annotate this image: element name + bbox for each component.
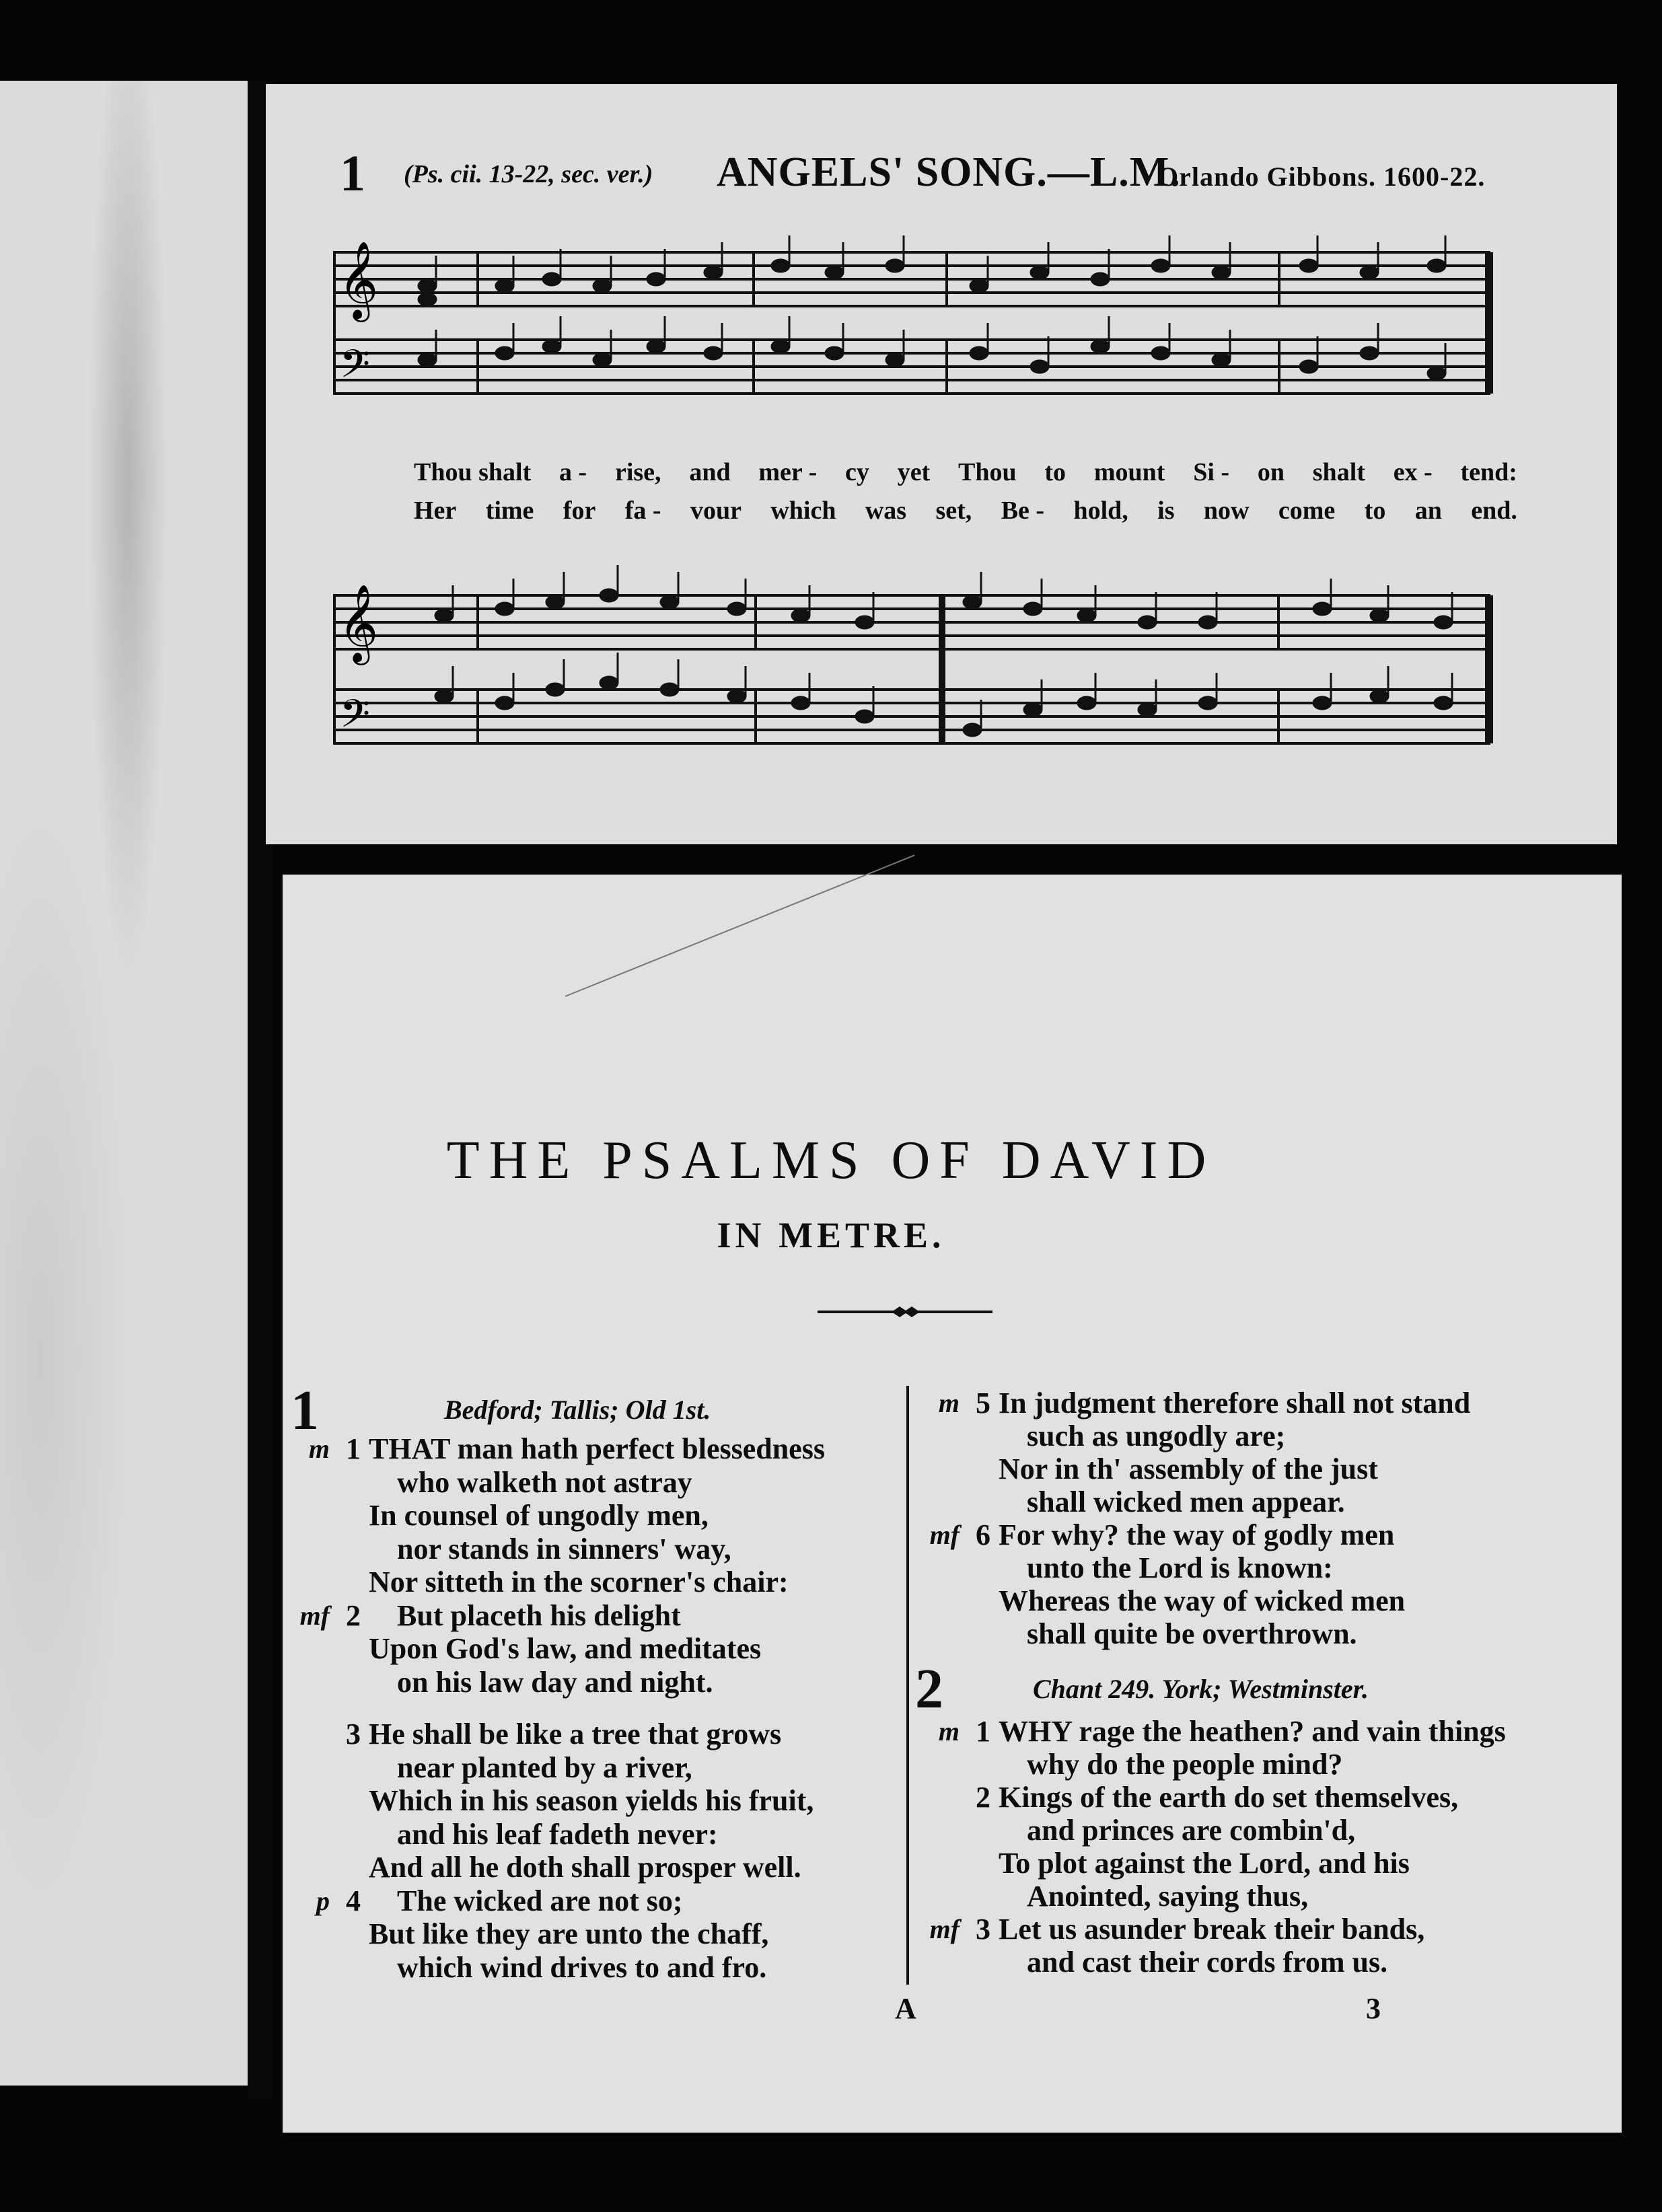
verse-text: In counsel of ungodly men, bbox=[369, 1499, 709, 1532]
paper-scratch bbox=[565, 854, 915, 997]
lyric-word: was bbox=[865, 496, 907, 525]
music-system-1 bbox=[333, 215, 1494, 404]
lyric-word: Thou bbox=[958, 458, 1017, 486]
verse-text: shall wicked men appear. bbox=[1027, 1485, 1345, 1518]
dynamic-mark: m bbox=[308, 1434, 330, 1464]
verse-text: shall quite be overthrown. bbox=[1027, 1617, 1357, 1650]
lyric-line-2 bbox=[414, 496, 1517, 525]
lyric-word: and bbox=[689, 458, 731, 486]
verse-text: In judgment therefore shall not stand bbox=[999, 1387, 1471, 1420]
lyric-word: a - bbox=[559, 458, 587, 486]
lyric-word: rise, bbox=[614, 458, 661, 486]
verse-text: and his leaf fadeth never: bbox=[397, 1817, 718, 1851]
verse-text: Whereas the way of wicked men bbox=[999, 1584, 1406, 1617]
verse-text: such as ungodly are; bbox=[1027, 1420, 1286, 1452]
lyric-word: yet bbox=[897, 458, 931, 486]
lyric-line-1 bbox=[414, 457, 1517, 487]
lyric-word: tend: bbox=[1460, 458, 1517, 486]
barlines-1 bbox=[334, 252, 1489, 394]
signature-mark: A bbox=[895, 1992, 916, 2025]
verse-text: Nor in th' assembly of the just bbox=[999, 1452, 1378, 1485]
verse-text: Kings of the earth do set themselves, bbox=[999, 1781, 1459, 1814]
verse-text: To plot against the Lord, and his bbox=[999, 1847, 1410, 1880]
dynamic-mark: mf bbox=[929, 1520, 960, 1550]
lyric-word: end. bbox=[1471, 496, 1517, 525]
lyric-word: shalt bbox=[1312, 458, 1365, 486]
verse-text: on his law day and night. bbox=[397, 1665, 713, 1699]
lyric-word: Si - bbox=[1193, 458, 1230, 486]
verse-number: 5 bbox=[976, 1387, 990, 1420]
verse-text: The wicked are not so; bbox=[397, 1884, 683, 1917]
verse-text: He shall be like a tree that grows bbox=[369, 1718, 782, 1750]
verse-text: which wind drives to and fro. bbox=[397, 1950, 767, 1984]
lyric-word: vour bbox=[690, 496, 742, 525]
stems-2 bbox=[453, 565, 1452, 730]
lyric-word: Be - bbox=[1001, 496, 1045, 525]
notes-1 bbox=[419, 260, 1445, 379]
verse-text: Let us asunder break their bands, bbox=[999, 1913, 1425, 1946]
dynamic-mark: m bbox=[938, 1388, 960, 1418]
psalm-2-tunes: Chant 249. York; Westminster. bbox=[1033, 1674, 1369, 1704]
bass-clef-icon: 𝄢 bbox=[340, 341, 371, 396]
page-subtitle: IN METRE. bbox=[717, 1215, 945, 1255]
lyric-word: mer - bbox=[758, 458, 818, 486]
lyric-word: come bbox=[1278, 496, 1336, 525]
psalm-1-number: 1 bbox=[291, 1379, 319, 1442]
lyric-word: time bbox=[485, 496, 534, 525]
tune-number: 1 bbox=[340, 145, 365, 202]
verse-number: 4 bbox=[346, 1884, 361, 1917]
verse-text: who walketh not astray bbox=[397, 1465, 692, 1499]
music-system-2 bbox=[333, 558, 1494, 753]
barlines-2 bbox=[334, 595, 1489, 743]
lyric-word: set, bbox=[935, 496, 972, 525]
verse-text: THAT man hath perfect blessedness bbox=[369, 1432, 825, 1465]
verse-text: near planted by a river, bbox=[397, 1750, 692, 1784]
verse-text: Anointed, saying thus, bbox=[1027, 1880, 1309, 1913]
verse-text: nor stands in sinners' way, bbox=[397, 1532, 731, 1565]
verse-text: and cast their cords from us. bbox=[1027, 1946, 1388, 1979]
bass-clef-icon: 𝄢 bbox=[340, 691, 371, 746]
column-divider bbox=[906, 1386, 909, 1985]
verse-text: WHY rage the heathen? and vain things bbox=[999, 1715, 1506, 1748]
tune-psalm-reference: (Ps. cii. 13-22, sec. ver.) bbox=[404, 160, 653, 188]
verse-text: For why? the way of godly men bbox=[999, 1518, 1395, 1551]
verse-number: 2 bbox=[346, 1598, 361, 1632]
verse-text: Which in his season yields his fruit, bbox=[369, 1784, 814, 1817]
verse-text: unto the Lord is known: bbox=[1027, 1551, 1333, 1584]
dynamic-mark: m bbox=[938, 1716, 960, 1746]
verse-text: But like they are unto the chaff, bbox=[369, 1917, 769, 1950]
lyric-word: an bbox=[1414, 496, 1442, 525]
lyric-word: now bbox=[1203, 496, 1250, 525]
verse-text: But placeth his delight bbox=[397, 1598, 681, 1632]
lyric-word: mount bbox=[1093, 458, 1165, 486]
dynamic-mark: mf bbox=[929, 1914, 960, 1944]
lyric-word: to bbox=[1044, 458, 1067, 486]
tune-header bbox=[266, 145, 1617, 219]
lyric-word: on bbox=[1257, 458, 1285, 486]
treble-clef-icon: 𝄞 bbox=[338, 583, 379, 662]
verse-text: And all he doth shall prosper well. bbox=[369, 1851, 801, 1884]
lyric-word: cy bbox=[845, 458, 869, 486]
lyric-word: for bbox=[563, 496, 596, 525]
page-title: THE PSALMS OF DAVID bbox=[446, 1131, 1216, 1190]
dynamic-mark: p bbox=[316, 1885, 330, 1916]
verse-number: 3 bbox=[976, 1913, 990, 1946]
lyric-word: is bbox=[1157, 496, 1175, 525]
verse-text: Upon God's law, and meditates bbox=[369, 1632, 762, 1665]
verse-text: Nor sitteth in the scorner's chair: bbox=[369, 1565, 789, 1598]
psalm-1-tunes: Bedford; Tallis; Old 1st. bbox=[444, 1395, 711, 1425]
page-number: 3 bbox=[1366, 1992, 1381, 2025]
verse-number: 1 bbox=[976, 1715, 990, 1748]
ornament-rule-icon bbox=[818, 1305, 992, 1319]
lyric-word: to bbox=[1364, 496, 1386, 525]
lyric-word: hold, bbox=[1073, 496, 1128, 525]
verse-text: and princes are combin'd, bbox=[1027, 1814, 1356, 1847]
lyric-word: which bbox=[770, 496, 836, 525]
psalm-2-number: 2 bbox=[915, 1658, 943, 1720]
lyric-word: fa - bbox=[624, 496, 661, 525]
lyric-word: ex - bbox=[1393, 458, 1433, 486]
tune-title: ANGELS' SONG.—L.M. bbox=[717, 149, 1181, 195]
lyric-word: Thou shalt bbox=[414, 458, 532, 486]
facing-page-edge bbox=[0, 81, 248, 2086]
tune-composer: Orlando Gibbons. 1600-22. bbox=[1157, 161, 1486, 192]
dynamic-mark: mf bbox=[299, 1600, 330, 1631]
verse-number: 6 bbox=[976, 1518, 990, 1551]
verse-number: 3 bbox=[346, 1718, 361, 1750]
verse-text: why do the people mind? bbox=[1027, 1748, 1343, 1781]
lyric-word: Her bbox=[414, 496, 457, 525]
tune-page bbox=[266, 84, 1617, 844]
treble-clef-icon: 𝄞 bbox=[338, 240, 379, 319]
verse-number: 2 bbox=[976, 1781, 990, 1814]
verse-number: 1 bbox=[346, 1432, 361, 1465]
